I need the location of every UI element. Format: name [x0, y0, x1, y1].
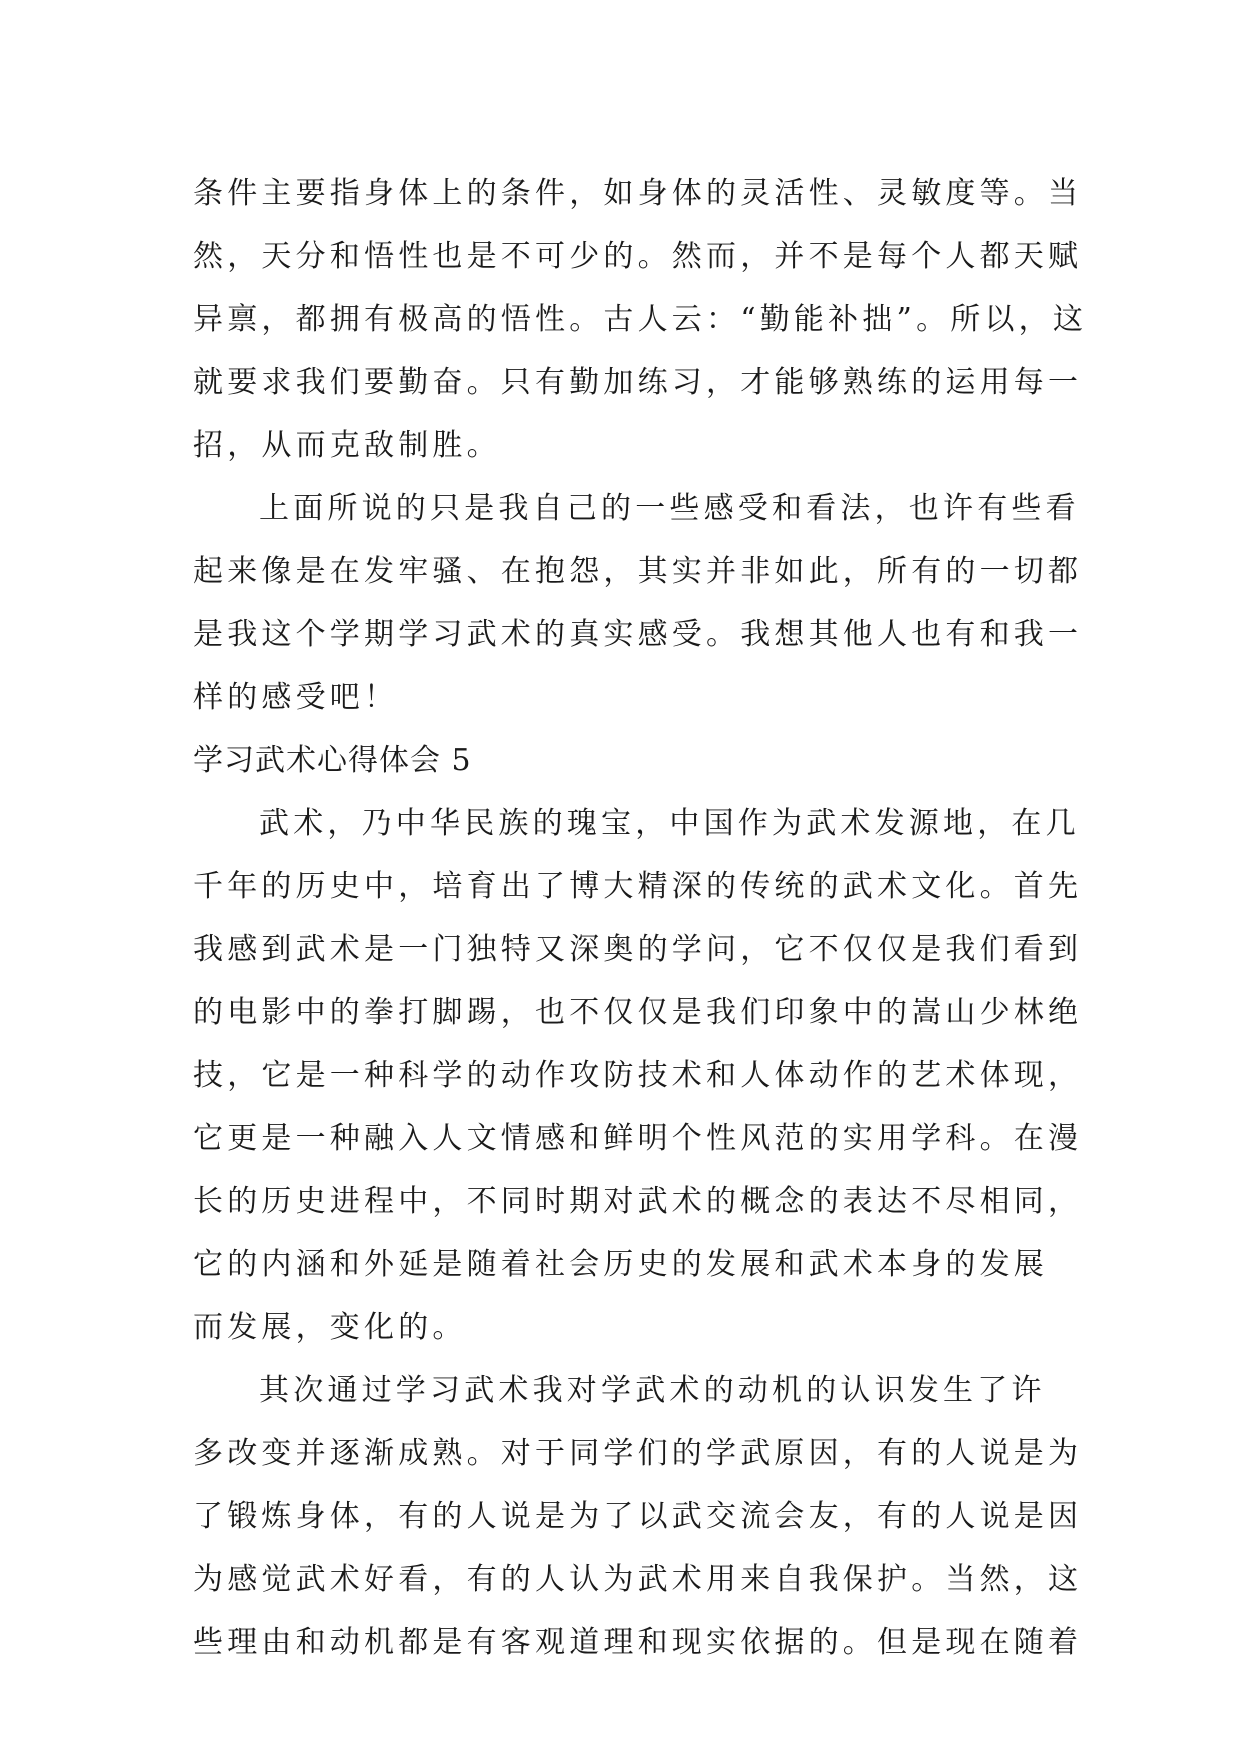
text-line: 条件主要指身体上的条件，如身体的灵活性、灵敏度等。当 [193, 176, 1083, 211]
text-line: 了锻炼身体，有的人说是为了以武交流会友，有的人说是因 [193, 1499, 1083, 1534]
text-line: 长的历史进程中，不同时期对武术的概念的表达不尽相同， [193, 1184, 1083, 1219]
text-line: 起来像是在发牢骚、在抱怨，其实并非如此，所有的一切都 [193, 554, 1083, 589]
text-line: 样的感受吧！ [193, 680, 399, 715]
text-line: 它的内涵和外延是随着社会历史的发展和武术本身的发展 [193, 1247, 1048, 1282]
text-line: 招，从而克敌制胜。 [193, 428, 501, 463]
text-line: 而发展，变化的。 [193, 1310, 467, 1345]
text-line: 它更是一种融入人文情感和鲜明个性风范的实用学科。在漫 [193, 1121, 1083, 1156]
paragraph [193, 162, 1088, 477]
paragraph [193, 1359, 1083, 1674]
paragraph [193, 792, 1083, 1359]
text-line: 是我这个学期学习武术的真实感受。我想其他人也有和我一 [193, 617, 1083, 652]
document-body [193, 162, 1088, 1674]
text-line: 技，它是一种科学的动作攻防技术和人体动作的艺术体现， [193, 1058, 1083, 1093]
text-line: 上面所说的只是我自己的一些感受和看法，也许有些看 [259, 491, 1080, 526]
text-line: 千年的历史中，培育出了博大精深的传统的武术文化。首先 [193, 869, 1083, 904]
paragraph [193, 477, 1083, 729]
text-line: 异禀，都拥有极高的悟性。古人云：“勤能补拙”。所以，这 [193, 302, 1088, 337]
text-line: 多改变并逐渐成熟。对于同学们的学武原因，有的人说是为 [193, 1436, 1083, 1471]
text-line: 为感觉武术好看，有的人认为武术用来自我保护。当然，这 [193, 1562, 1083, 1597]
text-line: 武术，乃中华民族的瑰宝，中国作为武术发源地，在几 [259, 806, 1080, 841]
text-line: 然，天分和悟性也是不可少的。然而，并不是每个人都天赋 [193, 239, 1083, 274]
text-line: 其次通过学习武术我对学武术的动机的认识发生了许 [259, 1373, 1046, 1408]
section-heading: 学习武术心得体会 5 [193, 743, 472, 778]
text-line: 我感到武术是一门独特又深奥的学问，它不仅仅是我们看到 [193, 932, 1083, 967]
text-line: 些理由和动机都是有客观道理和现实依据的。但是现在随着 [193, 1625, 1083, 1660]
text-line: 就要求我们要勤奋。只有勤加练习，才能够熟练的运用每一 [193, 365, 1083, 400]
text-line: 的电影中的拳打脚踢，也不仅仅是我们印象中的嵩山少林绝 [193, 995, 1083, 1030]
